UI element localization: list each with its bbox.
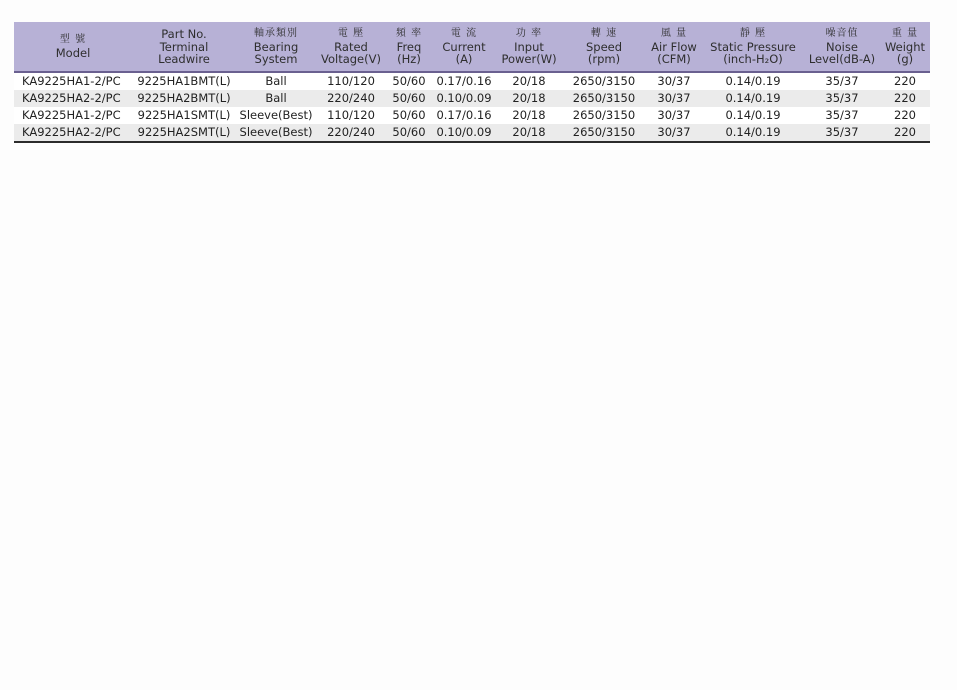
cell-part-no: 9225HA2BMT(L)	[132, 90, 236, 107]
column-header-en: Speed	[585, 39, 623, 54]
cell-rated-voltage: 110/120	[316, 72, 386, 90]
column-header-en: Power(W)	[501, 52, 557, 66]
cell-input-power: 20/18	[496, 72, 562, 90]
column-header-en: (inch-H₂O)	[723, 52, 783, 66]
column-header-model	[14, 22, 132, 72]
cell-weight: 220	[880, 90, 930, 107]
cell-current: 0.10/0.09	[432, 90, 496, 107]
cell-noise-level: 35/37	[804, 124, 880, 142]
cell-speed: 2650/3150	[562, 90, 646, 107]
table-body	[14, 72, 930, 142]
cell-frequency: 50/60	[386, 90, 432, 107]
column-header-en: Weight	[884, 39, 926, 54]
column-header-en: Leadwire	[158, 52, 210, 66]
column-header-zh: 噪音值	[825, 28, 859, 39]
column-header-en: Part No.	[161, 27, 207, 41]
cell-frequency: 50/60	[386, 72, 432, 90]
cell-rated-voltage: 220/240	[316, 90, 386, 107]
column-header-en: Freq	[396, 39, 422, 54]
cell-speed: 2650/3150	[562, 107, 646, 124]
column-header-zh: 軸承類別	[254, 28, 298, 39]
table-row	[14, 107, 930, 124]
column-header-air-flow	[646, 22, 702, 72]
cell-weight: 220	[880, 72, 930, 90]
column-header-noise-level	[804, 22, 880, 72]
column-header-static-pressure	[702, 22, 804, 72]
column-header-frequency	[386, 22, 432, 72]
cell-model: KA9225HA1-2/PC	[14, 72, 132, 90]
table-row	[14, 124, 930, 142]
cell-part-no: 9225HA1BMT(L)	[132, 72, 236, 90]
cell-air-flow: 30/37	[646, 90, 702, 107]
cell-air-flow: 30/37	[646, 72, 702, 90]
cell-current: 0.17/0.16	[432, 72, 496, 90]
cell-bearing-system: Sleeve(Best)	[236, 107, 316, 124]
cell-speed: 2650/3150	[562, 72, 646, 90]
cell-static-pressure: 0.14/0.19	[702, 124, 804, 142]
cell-bearing-system: Ball	[236, 90, 316, 107]
cell-model: KA9225HA2-2/PC	[14, 90, 132, 107]
cell-speed: 2650/3150	[562, 124, 646, 142]
column-header-zh: 轉 速	[590, 28, 618, 39]
cell-noise-level: 35/37	[804, 72, 880, 90]
cell-current: 0.17/0.16	[432, 107, 496, 124]
column-header-zh: 電 流	[450, 28, 478, 39]
cell-bearing-system: Ball	[236, 72, 316, 90]
cell-rated-voltage: 220/240	[316, 124, 386, 142]
column-header-speed	[562, 22, 646, 72]
cell-frequency: 50/60	[386, 124, 432, 142]
column-header-bearing-system	[236, 22, 316, 72]
column-header-zh: 風 量	[660, 28, 688, 39]
column-header-en: Rated	[334, 39, 368, 54]
column-header-rated-voltage	[316, 22, 386, 72]
cell-input-power: 20/18	[496, 124, 562, 142]
cell-current: 0.10/0.09	[432, 124, 496, 142]
column-header-en: (g)	[896, 52, 914, 66]
column-header-en: Model	[55, 45, 91, 60]
column-header-en: Noise	[826, 39, 858, 54]
column-header-zh: 重 量	[891, 28, 919, 39]
cell-frequency: 50/60	[386, 107, 432, 124]
table-row	[14, 90, 930, 107]
column-header-en: System	[254, 52, 298, 66]
table-row	[14, 72, 930, 90]
cell-input-power: 20/18	[496, 107, 562, 124]
cell-static-pressure: 0.14/0.19	[702, 107, 804, 124]
column-header-zh: 型 號	[59, 34, 87, 46]
column-header-weight	[880, 22, 930, 72]
column-header-zh: 頻 率	[395, 28, 423, 39]
table-header	[14, 22, 930, 72]
column-header-current	[432, 22, 496, 72]
cell-noise-level: 35/37	[804, 90, 880, 107]
cell-part-no: 9225HA1SMT(L)	[132, 107, 236, 124]
column-header-en: Air Flow	[651, 39, 697, 54]
cell-model: KA9225HA2-2/PC	[14, 124, 132, 142]
cell-weight: 220	[880, 124, 930, 142]
cell-static-pressure: 0.14/0.19	[702, 72, 804, 90]
column-header-en: Current	[442, 39, 486, 54]
column-header-en: (CFM)	[657, 52, 691, 66]
column-header-en: Level(dB-A)	[808, 52, 876, 66]
cell-bearing-system: Sleeve(Best)	[236, 124, 316, 142]
column-header-zh: 電 壓	[337, 28, 365, 39]
cell-model: KA9225HA1-2/PC	[14, 107, 132, 124]
column-header-en: Bearing	[253, 39, 299, 54]
column-header-en: (A)	[455, 52, 473, 66]
cell-static-pressure: 0.14/0.19	[702, 90, 804, 107]
cell-noise-level: 35/37	[804, 107, 880, 124]
column-header-zh: 靜 壓	[739, 28, 767, 39]
column-header-zh: 功 率	[515, 28, 543, 39]
column-header-input-power	[496, 22, 562, 72]
fan-spec-table	[14, 22, 930, 143]
cell-air-flow: 30/37	[646, 107, 702, 124]
column-header-en: Static Pressure	[710, 39, 796, 54]
column-header-en: Input	[514, 39, 544, 54]
header-row	[14, 22, 930, 72]
column-header-en: Terminal	[159, 39, 209, 54]
cell-rated-voltage: 110/120	[316, 107, 386, 124]
column-header-en: (Hz)	[397, 52, 421, 66]
cell-weight: 220	[880, 107, 930, 124]
column-header-en: (rpm)	[587, 52, 621, 66]
column-header-en: Voltage(V)	[321, 52, 381, 66]
cell-air-flow: 30/37	[646, 124, 702, 142]
cell-part-no: 9225HA2SMT(L)	[132, 124, 236, 142]
column-header-part-no	[132, 22, 236, 72]
cell-input-power: 20/18	[496, 90, 562, 107]
